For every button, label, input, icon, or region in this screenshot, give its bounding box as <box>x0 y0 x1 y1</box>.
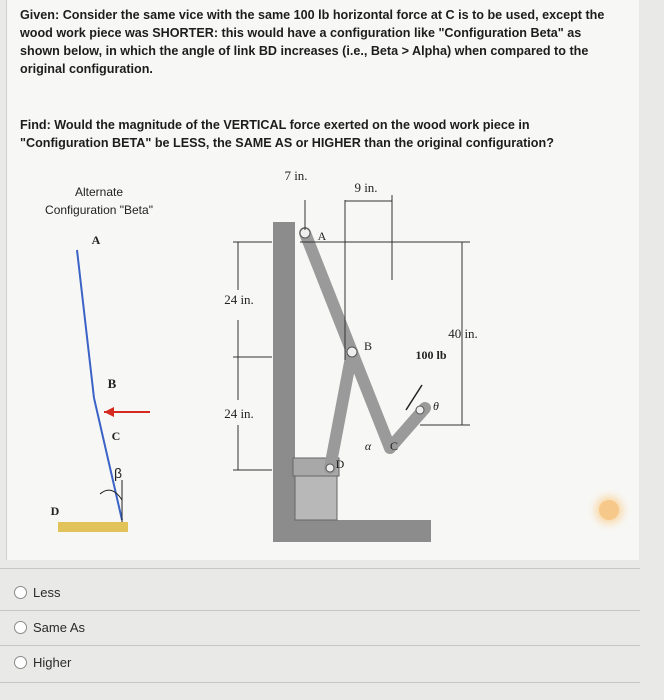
alt-force-arrowhead <box>104 407 114 417</box>
option-same-as-radio[interactable] <box>14 621 27 634</box>
divider-2 <box>0 610 640 611</box>
option-less[interactable] <box>14 585 60 600</box>
alt-link-bd <box>94 398 122 520</box>
alt-config-title-line1: Alternate <box>74 185 124 199</box>
dimension-40: 40 in. <box>448 326 478 341</box>
option-less-label: Less <box>33 585 61 600</box>
option-less-radio[interactable] <box>14 586 27 599</box>
pin-d <box>326 464 334 472</box>
pin-b <box>347 347 357 357</box>
question-find-text: Find: Would the magnitude of the VERTICAL force exerted on the wood work piece in "Configuration BETA" be LESS, the SAME AS or HIGHER than the original configuration? <box>20 118 554 150</box>
label-c: C <box>389 439 399 453</box>
alt-label-c: C <box>111 429 121 443</box>
pin-c <box>416 406 424 414</box>
alt-label-b: B <box>107 376 117 391</box>
alt-beta-arc <box>100 490 122 500</box>
alt-label-d: D <box>50 504 60 518</box>
option-higher-radio[interactable] <box>14 656 27 669</box>
divider-3 <box>0 645 640 646</box>
dimension-upper-24: 24 in. <box>224 292 254 307</box>
dimension-lower-24: 24 in. <box>224 406 254 421</box>
option-same-as-label: Same As <box>33 620 86 635</box>
option-higher-label: Higher <box>33 655 72 670</box>
vice-frame-vertical <box>273 222 295 542</box>
label-a: A <box>317 229 327 243</box>
alt-link-ab <box>77 250 94 398</box>
alt-ground-base <box>58 522 128 532</box>
divider-1 <box>0 568 640 569</box>
force-100-lb: 100 lb <box>415 348 447 362</box>
glare-spot <box>599 500 619 520</box>
label-alpha: α <box>364 439 372 453</box>
link-bd <box>330 352 352 468</box>
alt-config-title-line2: Configuration "Beta" <box>45 203 153 217</box>
handle-bc <box>352 352 425 448</box>
divider-4 <box>0 682 640 683</box>
dimension-9: 9 in. <box>354 180 378 195</box>
label-b: B <box>363 339 373 353</box>
alt-label-beta: β <box>113 465 123 481</box>
alt-label-a: A <box>91 233 101 247</box>
label-theta: θ <box>433 399 439 413</box>
option-higher[interactable] <box>14 655 71 670</box>
dimension-7: 7 in. <box>284 168 308 183</box>
option-same-as[interactable] <box>14 620 85 635</box>
question-given-text: Given: Consider the same vice with the same 100 lb horizontal force at C is to be used, except the wood work piece was SHORTER: this would have a configuration like "Configuration Beta" as shown below, in which the angle of link BD increases (i.e., Beta > Alpha) when compared to the original configuration. <box>20 8 605 76</box>
vice-frame-base <box>273 520 431 542</box>
label-d: D <box>335 457 345 471</box>
wood-workpiece <box>295 475 337 520</box>
